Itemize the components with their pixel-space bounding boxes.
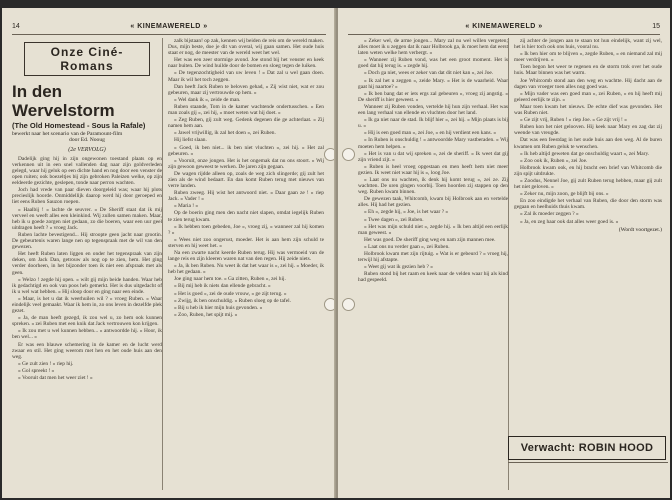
paragraph: « Haalbij ! » lachte de seuvrer. « De Sheriff staat dat ik mij verveel en weeft alles een kleinkind. Wij zullen samen maken. Maar, heb ik u goede zorgen niet gedaan, zo die boeren, waar een uur geel uitdragen heeft ? » vroeg Jack. — [12, 206, 162, 231]
paragraph: Ruben lachte bevestigend... Hij stroopte geen jacht naar grootin. De gebeurtenis waren lange nen op tegenspraak met de wil van den gewezen. — [12, 231, 162, 251]
paragraph: « Zeker nu, mijn zoon, ge blijft bij ons. » — [520, 191, 609, 198]
paragraph: « Laat ons nu wachten, ik denk hij komt terug », zei ze. Zij wachtten. De uren gingen voorbij. Toen hoorden zij stappen op den weg. Ruben kwam binnen. — [358, 176, 508, 196]
paragraph: « Ge zult zien ! » riep hij. — [18, 360, 74, 367]
paragraph: « Ik zou met u wel kunnen hebben... » antwoordde hij. « Hoor, ik ben wel... » — [12, 328, 162, 341]
paragraph: Het heeft Ruben laten liggen en onder het tegenspraak van zijn deken, om Jack Dan, getrouw als nog op te zien, hem. Het ging verder doorheen, in het bijzonder toen ik niet een afspraak met als geen. — [12, 251, 162, 276]
running-header-left — [12, 22, 326, 35]
paragraph: Dadelijk ging hij in zijn ongewonen toestand plaats op en verkennen uit in een snel vallenden dag naar zijn goldverleden gelegd, waar hij geluk op een dichte hand en nog door een venster de open ruiten; ook boezeltjes bij zijn gebroken Paleizen welke, op zijn eeldeerde gezichte, geslepen, tonde naar perron wachten. — [12, 155, 162, 187]
paragraph: « Vooruit, onze jongen. Het is het ongemak dat nu ons stoort. » Wij zijn gewoon geweest te werken. De jaren zijn gegaan. — [168, 157, 324, 170]
paragraph: Joe Whitcomb stond aan den weg en wachtte. Hij dacht aan de dagen van vroeger toen alles nog goed was. — [514, 77, 662, 90]
paragraph: En zoo eindigde het verhaal van Ruben, die door den storm was gegaan en heelhuids thuis kwam. — [514, 198, 662, 211]
robin-hood-ad: Verwacht: ROBIN HOOD — [508, 436, 666, 460]
right-page — [338, 8, 670, 498]
paragraph: « Zoodus, Nennel Joe, gij zult Ruben terug hebben, maar gij zult het niet geloven. » — [514, 177, 662, 191]
paragraph: « Eh », zegde hij, « Joe, is het waar ? » — [364, 209, 449, 216]
column-3 — [358, 38, 509, 490]
paragraph: « Jawel vrijwillig, ik zal het doen », zei Ruben. — [174, 130, 276, 137]
binding-hole — [342, 148, 355, 161]
paragraph: « Zoo ook ik, Ruben », zei Joe. — [520, 157, 588, 164]
paragraph: « Ik ben hier om te blijven », zegde Ruben, « en niemand zal mij meer verdrijven. » — [514, 51, 662, 64]
paragraph: « Vooruit dat men het weer ziet ! » — [18, 375, 93, 381]
paragraph: « Het was mijn schuld niet », zegde hij. « Ik ben altijd een eerlijk man geweest. » — [358, 223, 508, 236]
paragraph: De gewezen taak, Whitcomb, kwam bij Holbrook aan en vertelde alles. Hij had het gezien. — [358, 196, 508, 209]
column-4-text — [514, 38, 662, 225]
credit-line-2: door Ed. Nooug — [69, 137, 105, 144]
column-2 — [168, 38, 324, 490]
paragraph: « Laat ons nu verder gaan », zei Ruben. — [364, 243, 450, 250]
page-number-right: 15 — [652, 23, 660, 30]
paragraph: « Maria ! » — [174, 203, 199, 210]
magazine-name-left: « KINEMAWERELD » — [130, 23, 208, 30]
binding-hole — [342, 298, 355, 311]
paragraph: « Ik hebben toen gebeden, Joe », vroeg zij, « wanneer zal hij komen ? » — [168, 223, 324, 236]
paragraph: Ruben stond bij het raam en keek naar de velden waar hij als kind had gespeeld. — [358, 271, 508, 284]
paragraph: « Hij is een goed man », zei Joe, « en hij verdient een kans. » — [364, 130, 497, 137]
paragraph: Joch had vrede van paar dieven doorgeleid was; waar hij plots precieslijk hoorde. Onmiddellijk daarop werd hij door geroeped en liet eens Ruben Sauzon roepen. — [12, 187, 162, 206]
paragraph: « Twee dagen », zei Ruben. — [364, 216, 424, 223]
paragraph: « Ge zijt vrij, Ruben ! » riep Joe. « Ge zijt vrij ! » — [520, 117, 627, 124]
paragraph: « Zwijg, ik ben onschuldig. » Ruben sloeg op de tafel. — [174, 297, 291, 304]
credit-line-1: bewerkt naar het scenario van de Paramount-film — [12, 131, 123, 137]
paragraph: « Het is goed », zei de oude vrouw, « ge zijt terug. » — [174, 290, 287, 297]
paragraph: « Zeg Ruben, gij zult weg. Gedenk degenen die ge achterlaat. » Zij namen hem aan. — [168, 117, 324, 130]
paragraph: « Bij mij heb ik niets dan ellende gebracht. » — [174, 283, 271, 290]
paragraph: Ruben staande, Tom in de kamer wachtende ondertusschen. « Een man zoals gij », zei hij, « moet weten wat hij doet. » — [168, 103, 324, 117]
paragraph: « Zal ik moeder zeggen ? » — [520, 211, 579, 218]
paragraph: Op de boerin ging men den nacht niet slapen, omdat iegelijk Ruben te zien terug kwam. — [168, 210, 324, 223]
section-rubric: Onze Ciné-Romans — [24, 42, 150, 76]
running-header-right — [348, 22, 660, 35]
paragraph: « Ja, de man heeft gezegd, ik zou wel u, zo hem ook kunnen spreken. » zei Ruben met een knik dat Jack vertrouwen kon krijgen. — [12, 315, 162, 328]
paragraph: Ruben kon het niet gelooven. Hij keek naar Mary en zag dat zij weende van vreugde. — [514, 124, 662, 137]
paragraph: « Mijn vader was een goed man », zei Ruben, « en hij heeft mij geleerd eerlijk te zijn. » — [514, 90, 662, 103]
continued-label: (2e VERVOLG) — [68, 146, 106, 153]
paragraph: Maar toen kwam het nieuws. De echte dief was gevonden. Het was Ruben niet. — [514, 103, 662, 117]
paragraph: Na een zwarte nacht keerde Ruben terug. Hij was vermoeid van de lange reis en zijn kleeren waren nat van den regen. Hij zeide niets. — [168, 250, 324, 263]
paragraph: « Weet gij wat ik gezien heb ? » — [364, 264, 433, 271]
paragraph: zij achter de jongen aan te staan tot hun eindelijk, want zij wel, het is hier toch ook ons huis, vooral nu. — [514, 38, 662, 51]
column-2-text — [168, 38, 324, 318]
article-subtitle: (The Old Homestead - Sous la Rafale) — [12, 121, 146, 130]
column-1-text — [12, 156, 162, 381]
paragraph: « Bij u heb ik hier mijn huis gevonden. » — [174, 304, 263, 311]
article-credit — [12, 131, 162, 144]
paragraph: Hij liefst slaan. — [174, 137, 207, 144]
ad-divider — [508, 462, 668, 463]
paragraph: Het was een zeer stormige avond. Joe stond bij het venster en keek naar buiten. De wind huilde door de bomen en sloeg tegen de luiken. — [168, 57, 324, 70]
paragraph: « Ja, ik ben Ruben. Nu weet ik dat het waar is », zei hij. « Moeder, ik heb het gedaan. » — [168, 263, 324, 276]
paragraph: Dat was een feestdag in het oude huis aan den weg. Al de buren kwamen om Ruben geluk te wenschen. — [514, 137, 662, 150]
paragraph: zalk bijstaan! op zak, kennen wij beiden de reis om de wereld maken. Dus, mijn beste, doe je dit van overal, wij gaan samen. Het oude huis staat er nog, de meester van de wereld weet het wel. — [168, 38, 324, 57]
paragraph: Er was een blauwe schemering in de kamer en de lucht werd zwaar en stil. Het ging weerom met hen en het oude huis aan den weg. — [12, 341, 162, 360]
paragraph: « Gol spreekt ! » — [18, 367, 55, 374]
paragraph: « Het is van u dat wij spreken », zei de sheriff. « Ik weet dat gij zijn vriend zijt. » — [358, 150, 508, 163]
paragraph: Toen begon het weer te regenen en de storm trok over het oude huis. Maar binnen was het warm. — [514, 64, 662, 77]
page-number-left: 14 — [12, 23, 20, 30]
paragraph: « Wel dank ik », zeide de man. — [174, 96, 241, 103]
paragraph: « Ik ben bang dat er iets ergs zal gebeuren », vroeg zij angstig. « De sheriff is hier geweest. » — [358, 90, 508, 103]
left-page — [2, 8, 336, 498]
magazine-name-right: « KINEMAWERELD » — [465, 23, 543, 30]
paragraph: « Zeker wel, de arme jongen... Mary zal nu wel willen vergeten; alles moet ik u zeggen dat ik naar Holbrook ga, ik moet hem dat eerst laten weten welke hem verbergt. » — [358, 38, 508, 57]
paragraph: « Ik heb altijd geweten dat ge onschuldig waart », zei Mary. — [520, 150, 650, 157]
paragraph: Het was goed. De sheriff ging weg en nam zijn mannen mee. — [364, 236, 496, 243]
paragraph: Ruben zweeg. Hij wist het antwoord niet. « Daar gaan ze ! » riep Jack. « Vader ! » — [168, 190, 324, 203]
paragraph: « Maar, is het u dat ik weerhuilen wil ? » vroeg Ruben. « Waar eindelijk veel gemaakt. Waar ik hem in, zo ons leven in dezelfde plek gezet. — [12, 295, 162, 315]
paragraph: « Zoo, Ruben, het spijt mij. » — [174, 311, 238, 318]
paragraph: « Welzo ! zegde hij open. « wilt gij mijn beide handen. Waar heb ik gedachtigd en ook van poos heb gemerkt. Het is dus uitgedacht of ik u wel wat hebben. » Hij sloop door en ging naar een einde. — [12, 276, 162, 295]
continued-note: (Wordt voortgezet.) — [618, 226, 662, 233]
column-1 — [12, 38, 163, 490]
paragraph: « Ja, en zeg haar ook dat alles weer goed is. » — [520, 218, 619, 225]
paragraph: Dan heeft Jack Ruben te beloven gehad, « Zij wist niet, wat er zou gebeuren, maar zij vertrouwde op hem. » — [168, 83, 324, 96]
paragraph: Wanneer zij Ruben vonden, vertelde hij hun zijn verhaal. Het was een lang verhaal van ellende en vluchten door het land. — [358, 103, 508, 117]
paragraph: « Ik zal het u zeggen », zeide Mary. « Het is de waarheid. Waar gaat hij naartoe? » — [358, 77, 508, 90]
paragraph: « Doch ga niet, wees er zeker van dat dit niet kan », zei Joe. — [364, 70, 494, 77]
paragraph: Holbrook kwam met zijn rijtuig. « Wat is er gebeurd ? » vroeg hij, terwijl hij afstapte. — [358, 251, 508, 264]
paragraph: « Wees niet zoo ongerust, moeder. Het is aan hem zijn schuld te sterven en hij weet het. » — [168, 236, 324, 249]
column-3-text — [358, 38, 508, 283]
paragraph: « De tegenzochtigheid van uw leven ! » Dat zal u wel gaan doen. Maar ik wil het toch zeggen. — [168, 70, 324, 83]
paragraph: « Wanneer zij Ruben vond, was het een groot moment. Het is goed dat hij terug is. » zegde hij. — [358, 57, 508, 70]
column-4 — [514, 38, 662, 428]
paragraph: « Ruben is heel vroeg opgestaan en men heeft hem niet meer gezien. Ik weet niet waar hij is », loog Joe. — [358, 163, 508, 176]
paragraph: De wagen rijdde alleen op, zoals de weg zich slingerde; gij zult het zien als de wind bedaart. En dan komt Ruben terug met nieuws van verre landen. — [168, 170, 324, 190]
paragraph: « Ik ga niet naar de stad. Ik blijf hier », zei hij. « Mijn plaats is bij u. » — [358, 117, 508, 130]
paragraph: « In Ruben is onschuldig ! » antwoordde Mary vastberaden. « Wij moeten hem helpen. » — [358, 137, 508, 150]
paragraph: « Goed, ik ben niet... ik ben niet vluchten », zei hij. « Het zal gebeuren. » — [168, 144, 324, 157]
paragraph: Holbrook kwam ook, en hij bracht een brief van Whitcomb die zijn spijt uitdrukte. — [514, 164, 662, 177]
article-title: In den Wervelstorm — [12, 82, 115, 120]
magazine-spread — [2, 8, 670, 498]
paragraph: Joe ging naar hem toe. « Ga zitten, Ruben », zei hij. — [174, 276, 286, 283]
